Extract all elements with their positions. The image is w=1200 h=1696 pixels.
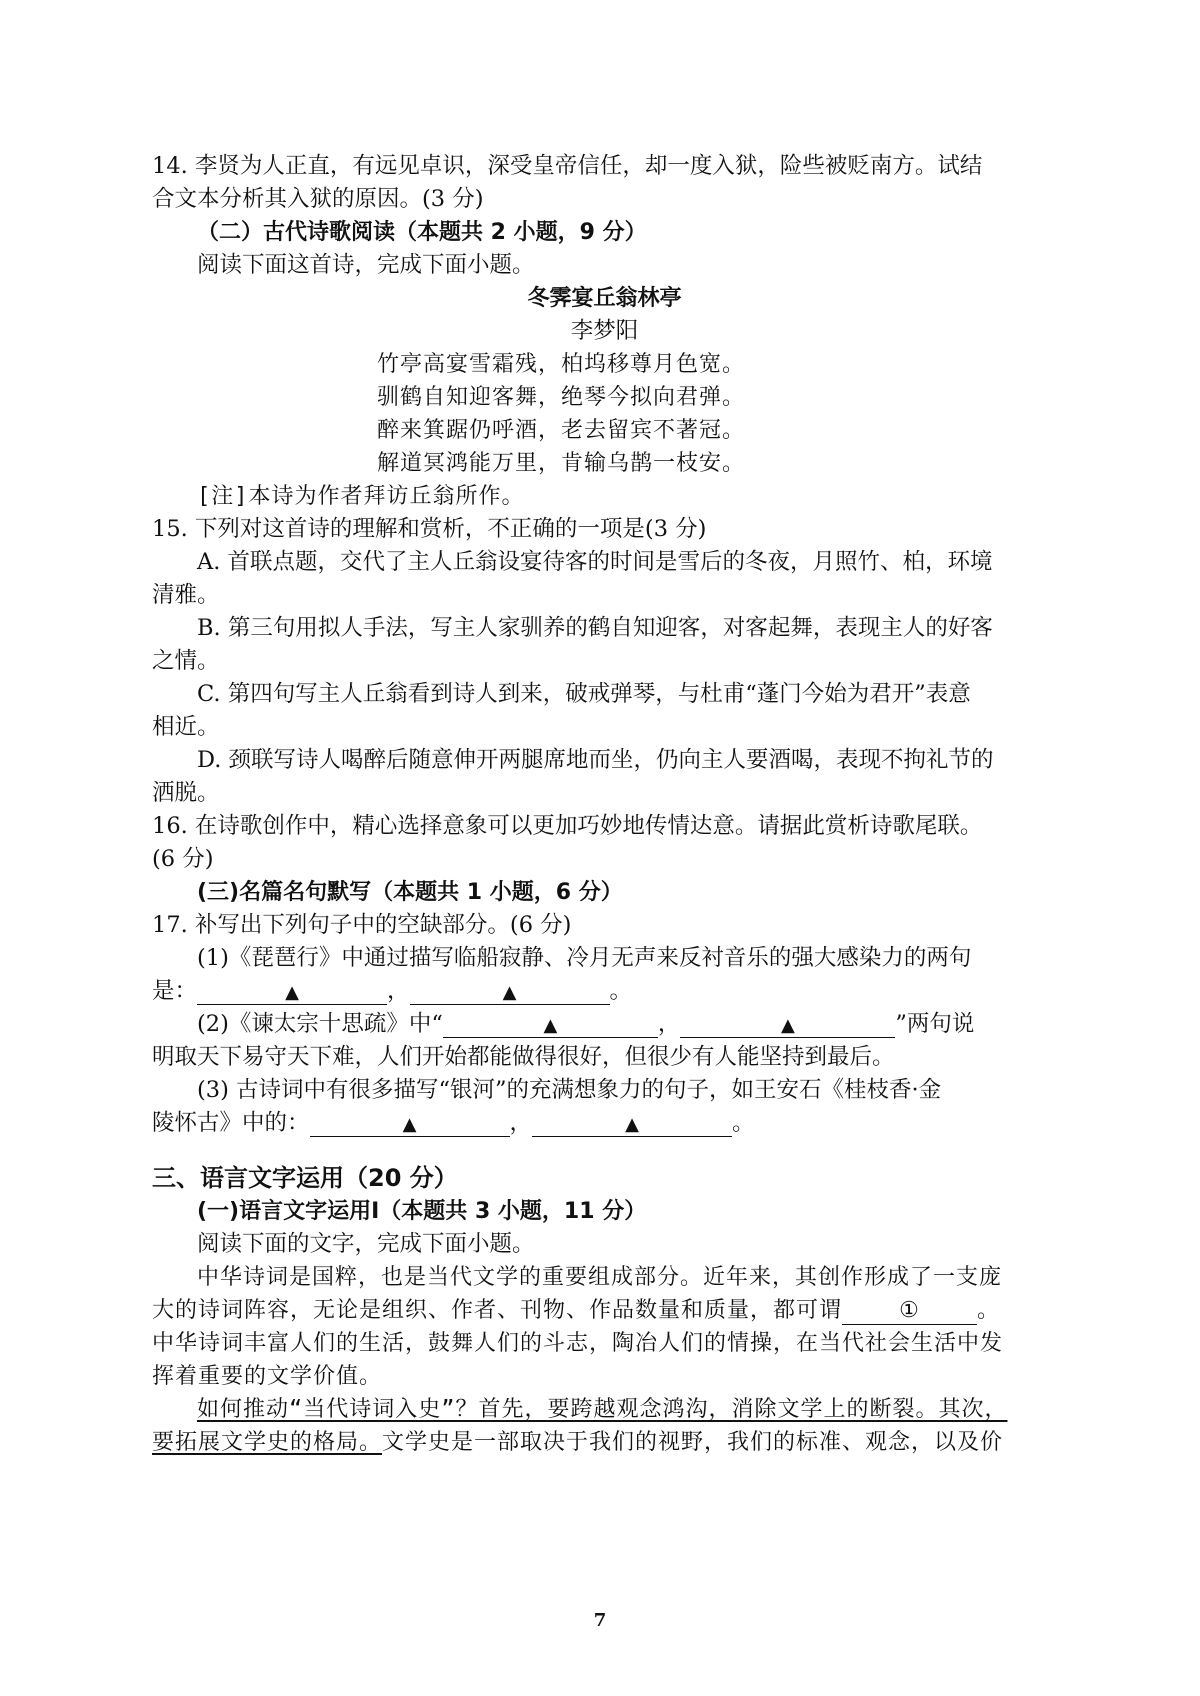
poem-author: 李梦阳 [570,318,639,344]
q17-part1-line2 [152,975,1057,1008]
period: 。 [732,1110,755,1136]
poetry-intro: 阅读下面这首诗，完成下面小题。 [197,252,535,278]
answer-blank[interactable] [197,978,387,1005]
q15-option-b: B. 第三句用拟人手法，写主人家驯养的鹤自知迎客，对客起舞，表现主人的好客 [197,615,993,641]
poem-line: 醉来箕踞仍呼酒，老去留宾不著冠。 [377,418,746,443]
triangle-icon: ▲ [502,982,517,1003]
triangle-icon: ▲ [780,1015,795,1036]
triangle-icon: ▲ [285,982,299,1003]
poem-title: 冬霁宴丘翁林亭 [527,286,682,311]
triangle-icon: ▲ [402,1114,417,1135]
q15-option-b-cont: 之情。 [152,648,220,674]
q17-part1-line1: (1)《琵琶行》中通过描写临船寂静、冷月无声来反衬音乐的强大感染力的两句 [197,945,972,971]
underlined-text: 要拓展文学史的格局。 [152,1430,383,1455]
answer-blank-1[interactable] [842,1298,977,1325]
passage-line [152,1294,1057,1327]
part3-intro: 阅读下面的文字，完成下面小题。 [197,1231,535,1257]
triangle-icon: ▲ [543,1015,558,1036]
q17-part2-suffix: ”两句说 [895,1011,975,1037]
poem-note: [注]本诗为作者拜访丘翁所作。 [197,484,525,509]
answer-blank[interactable] [410,978,610,1005]
passage-text: 文学史是一部取决于我们的视野，我们的标准、观念，以及价 [382,1430,1004,1455]
answer-blank[interactable] [443,1011,658,1038]
q16-line2: (6 分) [152,846,214,872]
passage-line: 中华诗词是国粹，也是当代文学的重要组成部分。近年来，其创作形成了一支庞 [197,1265,1003,1290]
page-number: 7 [593,1610,607,1631]
passage-text: 。 [977,1298,1001,1323]
q14-line2: 合文本分析其入狱的原因。(3 分) [152,186,484,212]
q15-option-d-cont: 洒脱。 [152,780,220,806]
triangle-icon: ▲ [625,1114,639,1135]
q15-option-d: D. 颈联写诗人喝醉后随意伸开两腿席地而坐，仍向主人要酒喝，表现不拘礼节的 [197,747,994,773]
period: 。 [609,978,633,1004]
comma: ， [387,978,410,1004]
q15-option-c: C. 第四句写主人丘翁看到诗人到来，破戒弹琴，与杜甫“蓬门今始为君开”表意 [197,681,971,707]
q16-line1: 16. 在诗歌创作中，精心选择意象可以更加巧妙地传情达意。请据此赏析诗歌尾联。 [152,813,983,839]
q17-part2-line2: 明取天下易守天下难，人们开始都能做得很好，但很少有人能坚持到最后。 [152,1044,895,1070]
q15-option-a: A. 首联点题，交代了主人丘翁设宴待客的时间是雪后的冬夜，月照竹、柏，环境 [197,549,993,575]
part3-subheading: (一)语言文字运用Ⅰ（本题共 3 小题，11 分） [197,1199,647,1224]
q17-part3-line2 [152,1107,1057,1140]
q14-line1: 14. 李贤为人正直，有远见卓识，深受皇帝信任，却一度入狱，险些被贬南方。试结 [152,153,983,179]
q15-stem: 15. 下列对这首诗的理解和赏析，不正确的一项是(3 分) [152,516,707,542]
passage-text: 大的诗词阵容，无论是组织、作者、刊物、作品数量和质量，都可谓 [152,1298,843,1323]
q17-part3-prefix: 陵怀古》中的： [152,1110,310,1136]
answer-blank[interactable] [680,1011,895,1038]
poem-line: 驯鹤自知迎客舞，绝琴今拟向君弹。 [377,385,746,410]
underlined-passage-line: 如何推动“当代诗词入史”？首先，要跨越观念鸿沟，消除文学上的断裂。其次， [197,1397,1008,1422]
q17-part1-prefix: 是： [152,978,198,1004]
q15-option-c-cont: 相近。 [152,714,220,740]
part3-heading: 三、语言文字运用（20 分） [152,1164,458,1192]
passage-line: 中华诗词丰富人们的生活，鼓舞人们的斗志，陶冶人们的情操，在当代社会生活中发 [152,1331,1004,1356]
passage-line [152,1426,1057,1459]
passage-line: 挥着重要的文学价值。 [152,1364,383,1389]
blank-number: ① [899,1298,920,1323]
q15-option-a-cont: 清雅。 [152,582,220,608]
poem-line: 竹亭高宴雪霜残，柏坞移尊月色宽。 [377,352,746,377]
poem-line: 解道冥鸿能万里，肯输乌鹊一枝安。 [377,451,746,476]
q17-part3-line1: (3) 古诗词中有很多描写“银河”的充满想象力的句子，如王安石《桂枝香·金 [197,1077,942,1103]
comma: ， [509,1110,533,1136]
q17-stem: 17. 补写出下列句子中的空缺部分。(6 分) [152,912,572,938]
q17-part2-prefix: (2)《谏太宗十思疏》中“ [197,1011,443,1037]
section-recitation-heading: (三)名篇名句默写（本题共 1 小题，6 分） [197,880,623,905]
answer-blank[interactable] [532,1110,732,1137]
section-poetry-heading: （二）古代诗歌阅读（本题共 2 小题，9 分） [197,220,647,245]
comma: ， [657,1011,681,1037]
q17-part2-line1 [152,1008,1057,1041]
answer-blank[interactable] [310,1110,510,1137]
spacer [152,1140,1057,1162]
exam-page [152,150,1057,1459]
